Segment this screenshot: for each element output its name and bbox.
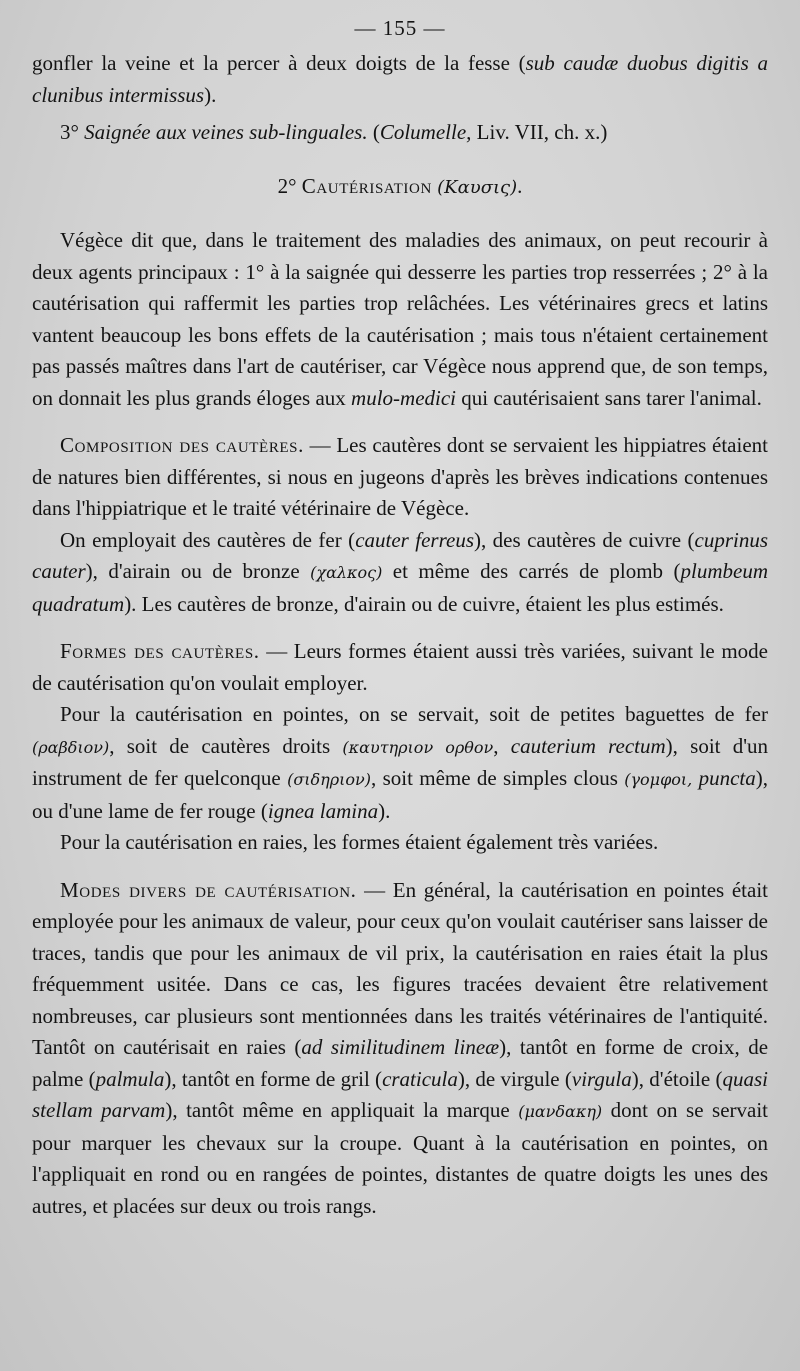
text-run: et même des carrés de plomb ( (382, 559, 681, 583)
paragraph-continuation (32, 48, 768, 111)
text-run: ), soit d'un instrument de fer quelconque (32, 733, 769, 790)
item-title: Saignée aux veines sub-linguales. (84, 120, 368, 144)
text-run: — Leurs formes étaient aussi très variées, suivant le mode de cautérisation qu'on voulait employer. (32, 639, 768, 695)
text-run: gonfler la veine et la percer à deux doigts de la fesse ( (32, 51, 526, 75)
paragraph-lines (32, 827, 768, 859)
text-run: , soit même de simples clous (371, 766, 625, 790)
text-run: . (517, 173, 523, 198)
subsection-title: Composition des cautères. (60, 433, 304, 457)
text-run: qui cautérisaient sans tarer l'animal. (456, 385, 762, 410)
latin-term: cauterium rectum (510, 733, 666, 758)
text-run: ), d'airain ou de bronze (85, 559, 311, 583)
subsection-title: Formes des cautères. (60, 639, 260, 663)
text-run: ), de virgule ( (457, 1066, 572, 1091)
greek-term: (μανδακη) (518, 1102, 603, 1121)
latin-term: ignea lamina (267, 798, 379, 823)
greek-term: (καυτηριον ορθον (342, 737, 494, 757)
text-run: ). (378, 798, 391, 823)
text-run: On employait des cautères de fer ( (60, 527, 356, 552)
subsection-title: Modes divers de cautérisation. (60, 877, 357, 902)
text-run: ), d'étoile ( (631, 1066, 723, 1091)
latin-term: palmula (95, 1066, 165, 1091)
page-number: — 155 — (354, 16, 446, 40)
text-run: ). (204, 82, 217, 107)
text-run: — En général, la cautérisation en pointes était employée pour les animaux de valeur, pour ceux qu'on voulait cautériser sans laisser de traces, tandis que pour les animaux de vil prix, la cautérisation en raies était la plus fréquemment usitée. Dans ce cas, les figures tracées devaient être relativement nombreuses, car plusieurs sont mentionnées dans les traités vétérinaires de l'antiquité. Tantôt on cautérisait en raies ( (32, 877, 769, 1059)
latin-term: ad similitudinem lineæ (301, 1035, 500, 1059)
list-number: 3° (60, 120, 85, 144)
paragraph-points (32, 699, 768, 827)
text-run: — Les cautères dont se servaient les hippiatres étaient de natures bien différentes, si nous en jugeons d'après les brèves indications contenues dans l'hippiatrique et le traité vétérinaire de Végèce. (32, 433, 768, 520)
text-run: Pour la cautérisation en pointes, on se servait, soit de petites baguettes de fer (60, 702, 768, 726)
text-run: ), tantôt en forme de gril ( (164, 1066, 383, 1091)
latin-term: plumbeum quadratum (32, 559, 768, 616)
latin-quote: sub caudæ duobus digitis a clunibus intermissus (32, 51, 769, 107)
text-run: ), tantôt même en appliquait la marque (165, 1098, 519, 1122)
text-run: ( (367, 120, 380, 144)
paragraph-forms (32, 636, 768, 699)
latin-term: puncta (698, 766, 756, 790)
greek-term: (σιδηριον) (287, 770, 372, 789)
citation: Liv. VII, ch. x.) (471, 120, 608, 144)
section-number: 2° (277, 173, 302, 198)
paragraph-composition (32, 430, 768, 525)
text-run: Végèce dit que, dans le traitement des maladies des animaux, on peut recourir à deux agents principaux : 1° à la saignée qui desserre les parties trop resserrées ; 2° à la cautérisation qui raffermit les parties trop relâchées. Les vétérinaires grecs et latins vantent beaucoup les bons effets de la cautérisation ; mais tous n'étaient certainement pas passés maîtres dans l'art de cautériser, car Végèce nous apprend que, de son temps, on donnait les plus grands éloges aux (32, 228, 768, 410)
section-heading (32, 171, 768, 204)
latin-term: cauter ferreus (355, 527, 474, 552)
paragraph-vegece (32, 225, 768, 414)
paragraph-materials (32, 525, 768, 621)
greek-term: (ραβδιον) (32, 737, 110, 757)
greek-term: (Καυσις) (437, 176, 518, 198)
latin-term: quasi stellam parvam (32, 1066, 768, 1122)
latin-term: virgula (571, 1066, 632, 1091)
latin-term: cuprinus cauter (32, 527, 768, 583)
latin-term: mulo-medici (351, 385, 457, 410)
paragraph-modes (32, 875, 768, 1223)
text-run: , (493, 733, 511, 758)
latin-term: craticula (382, 1066, 458, 1091)
text-run: ), tantôt en forme de croix, de palme ( (32, 1035, 769, 1091)
text-run: ). Les cautères de bronze, d'airain ou de cuivre, étaient les plus estimés. (124, 591, 724, 616)
text-run: ), des cautères de cuivre ( (474, 527, 695, 552)
section-title: Cautérisation (301, 173, 432, 198)
paragraph-sublingual-bleeding (32, 117, 768, 149)
text-run: dont on se servait pour marquer les chevaux sur la croupe. Quant à la cautérisation en pointes, on l'appliquait en rond ou en rangées de pointes, distantes de quatre doigts les unes des autres, et placées sur deux ou trois rangs. (32, 1098, 768, 1218)
greek-term: (γομφοι, (624, 770, 693, 789)
text-run: Pour la cautérisation en raies, les formes étaient également très variées. (60, 830, 659, 854)
text-run: , soit de cautères droits (109, 733, 343, 758)
text-run: ), ou d'une lame de fer rouge ( (32, 766, 769, 823)
author-name: Columelle, (379, 120, 472, 144)
greek-term: (χαλκος) (310, 563, 383, 582)
